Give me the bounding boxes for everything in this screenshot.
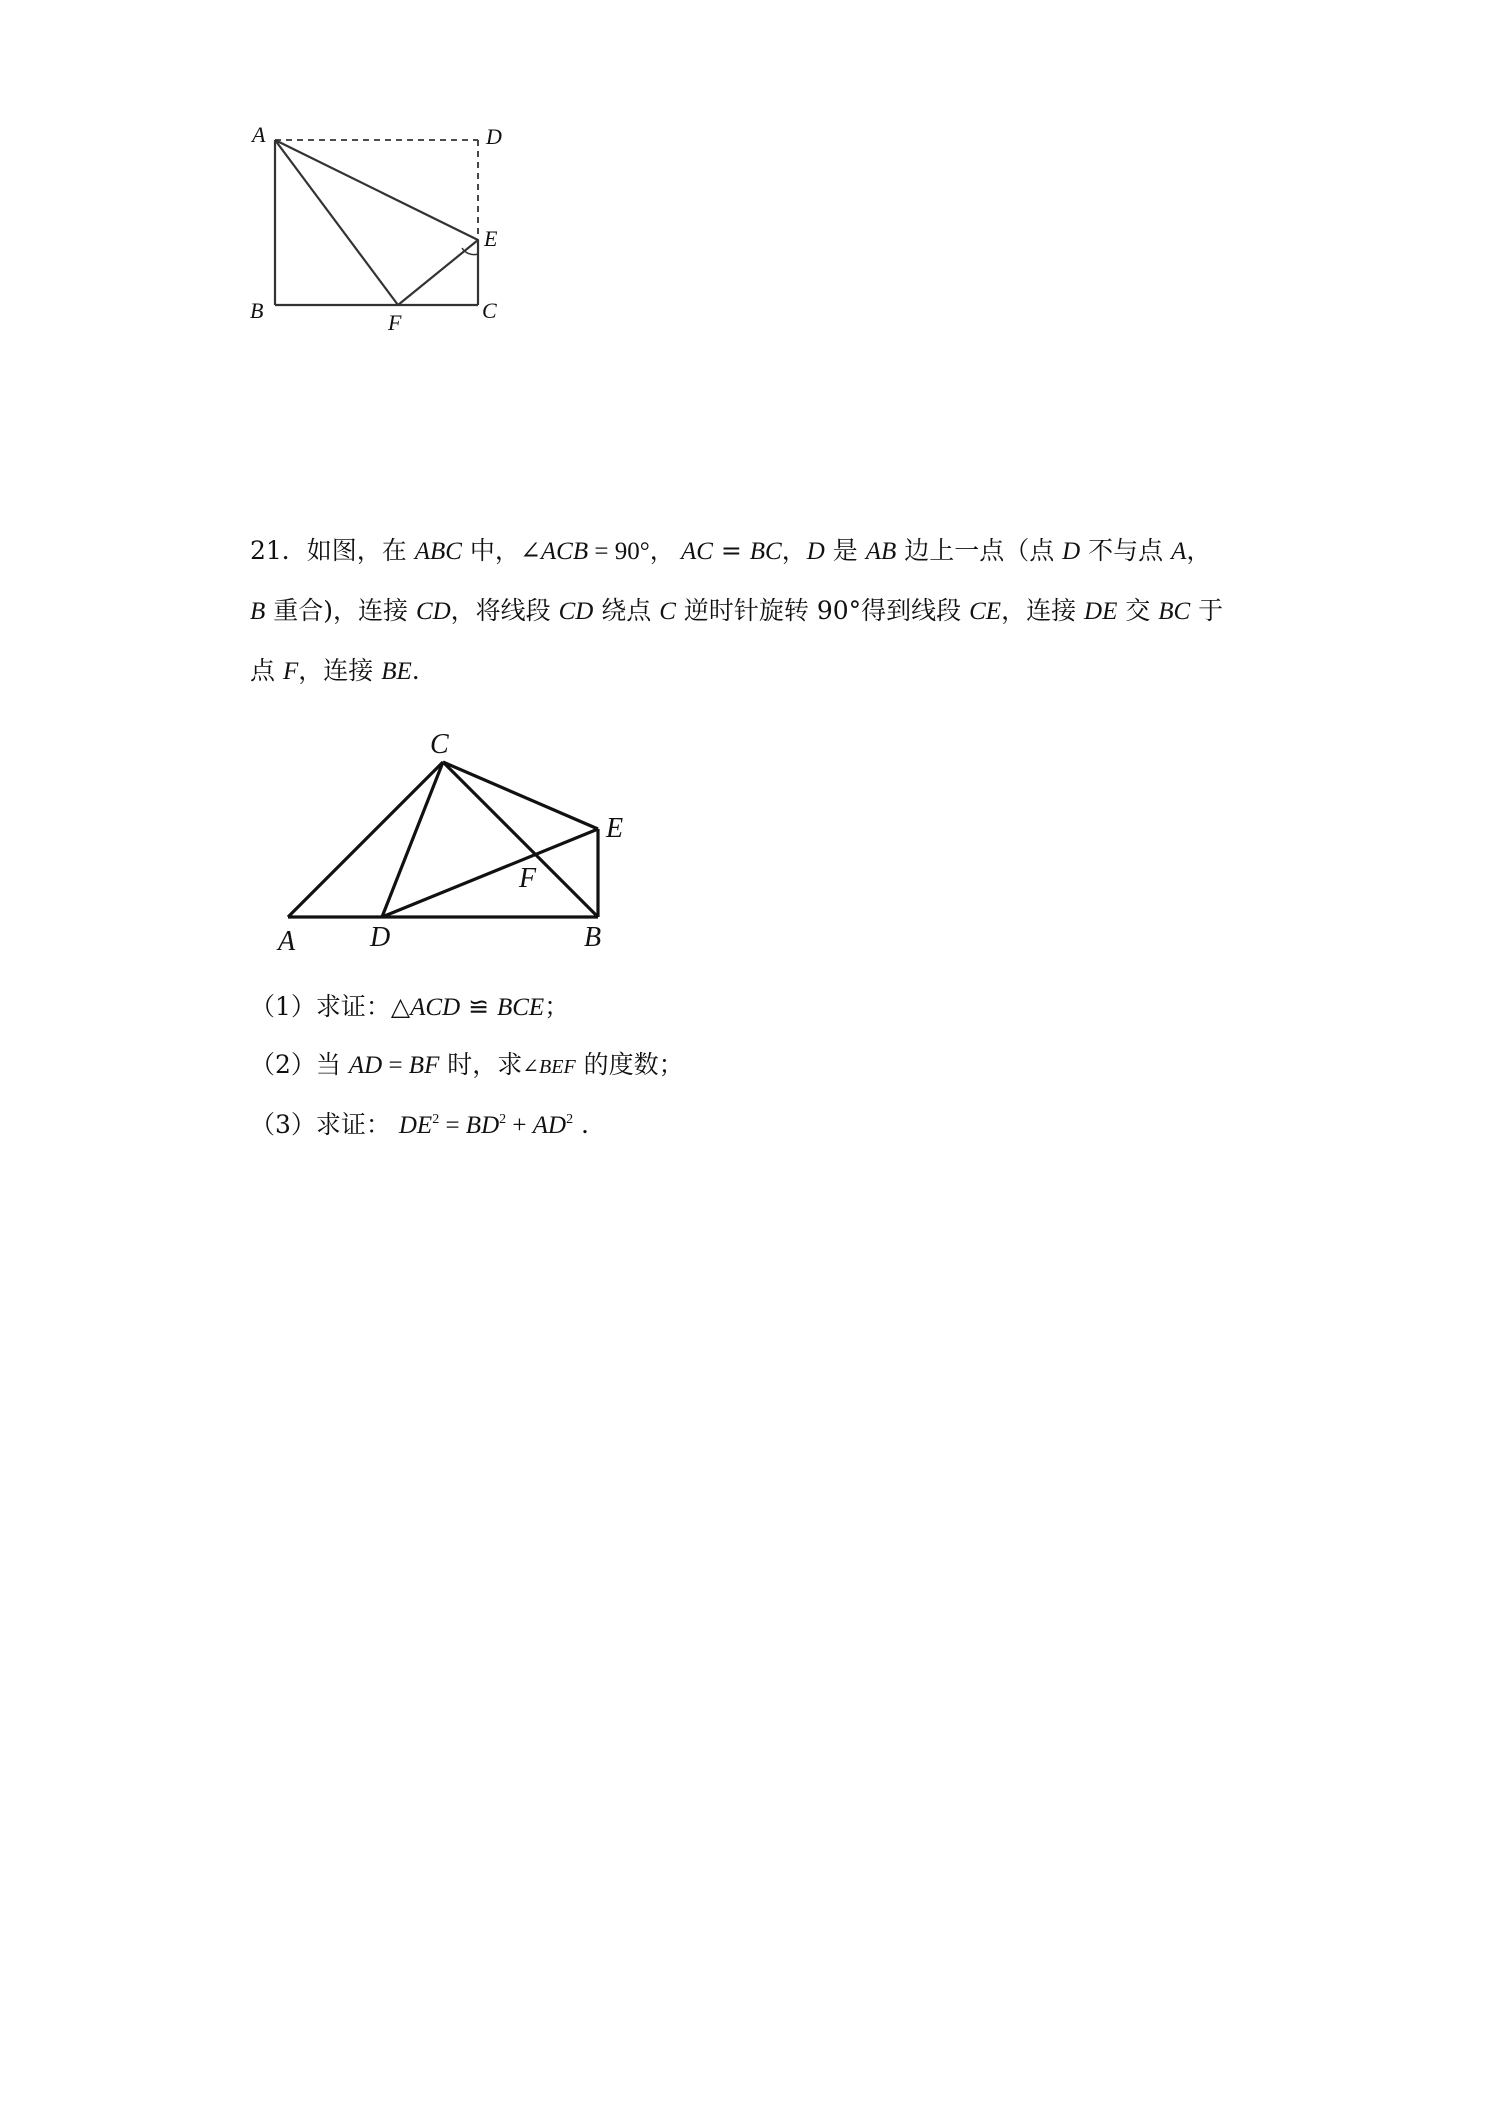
segment-AE [275,140,478,240]
label-D: D [370,922,391,953]
label-C: C [430,729,449,760]
segment-AF [275,140,398,305]
figure-1-svg [240,120,540,340]
label-E: E [606,813,624,844]
label-F: F [388,310,402,335]
figure-2-triangle [270,722,640,962]
segment-DE [382,829,598,917]
problem-line-2: B 重合)，连接 CD，将线段 CD 绕点 C 逆时针旋转 90°得到线段 CE，连接 DE 交 BC 于 [250,596,1224,625]
question-2: （2）当 AD = BF 时，求∠BEF 的度数； [250,1050,684,1079]
question-1: （1）求证：△ACD ≌ BCE； [250,992,570,1021]
question-3: （3）求证： $DE^2 = BD^2 + AD^2$ . [250,1110,589,1139]
figure-2-svg [270,722,640,962]
segment-CE [443,762,598,829]
label-A: A [278,926,296,957]
label-C: C [482,298,497,323]
label-A: A [252,122,266,147]
label-F: F [519,863,537,894]
angle-mark-E [462,248,478,255]
segment-CD [382,762,443,917]
label-D: D [486,124,502,149]
problem-line-1: 21．如图，在 ABC 中，∠ACB = 90°， AC = BC，D 是 AB 边上一点（点 D 不与点 A， [250,536,1212,565]
figure-1-rectangle [240,120,540,340]
segment-FE [398,240,478,305]
segment-CA [288,762,443,917]
problem-line-3: 点 F，连接 BE. [250,656,420,685]
label-B: B [584,922,602,953]
label-B: B [250,298,264,323]
label-E: E [484,226,498,251]
